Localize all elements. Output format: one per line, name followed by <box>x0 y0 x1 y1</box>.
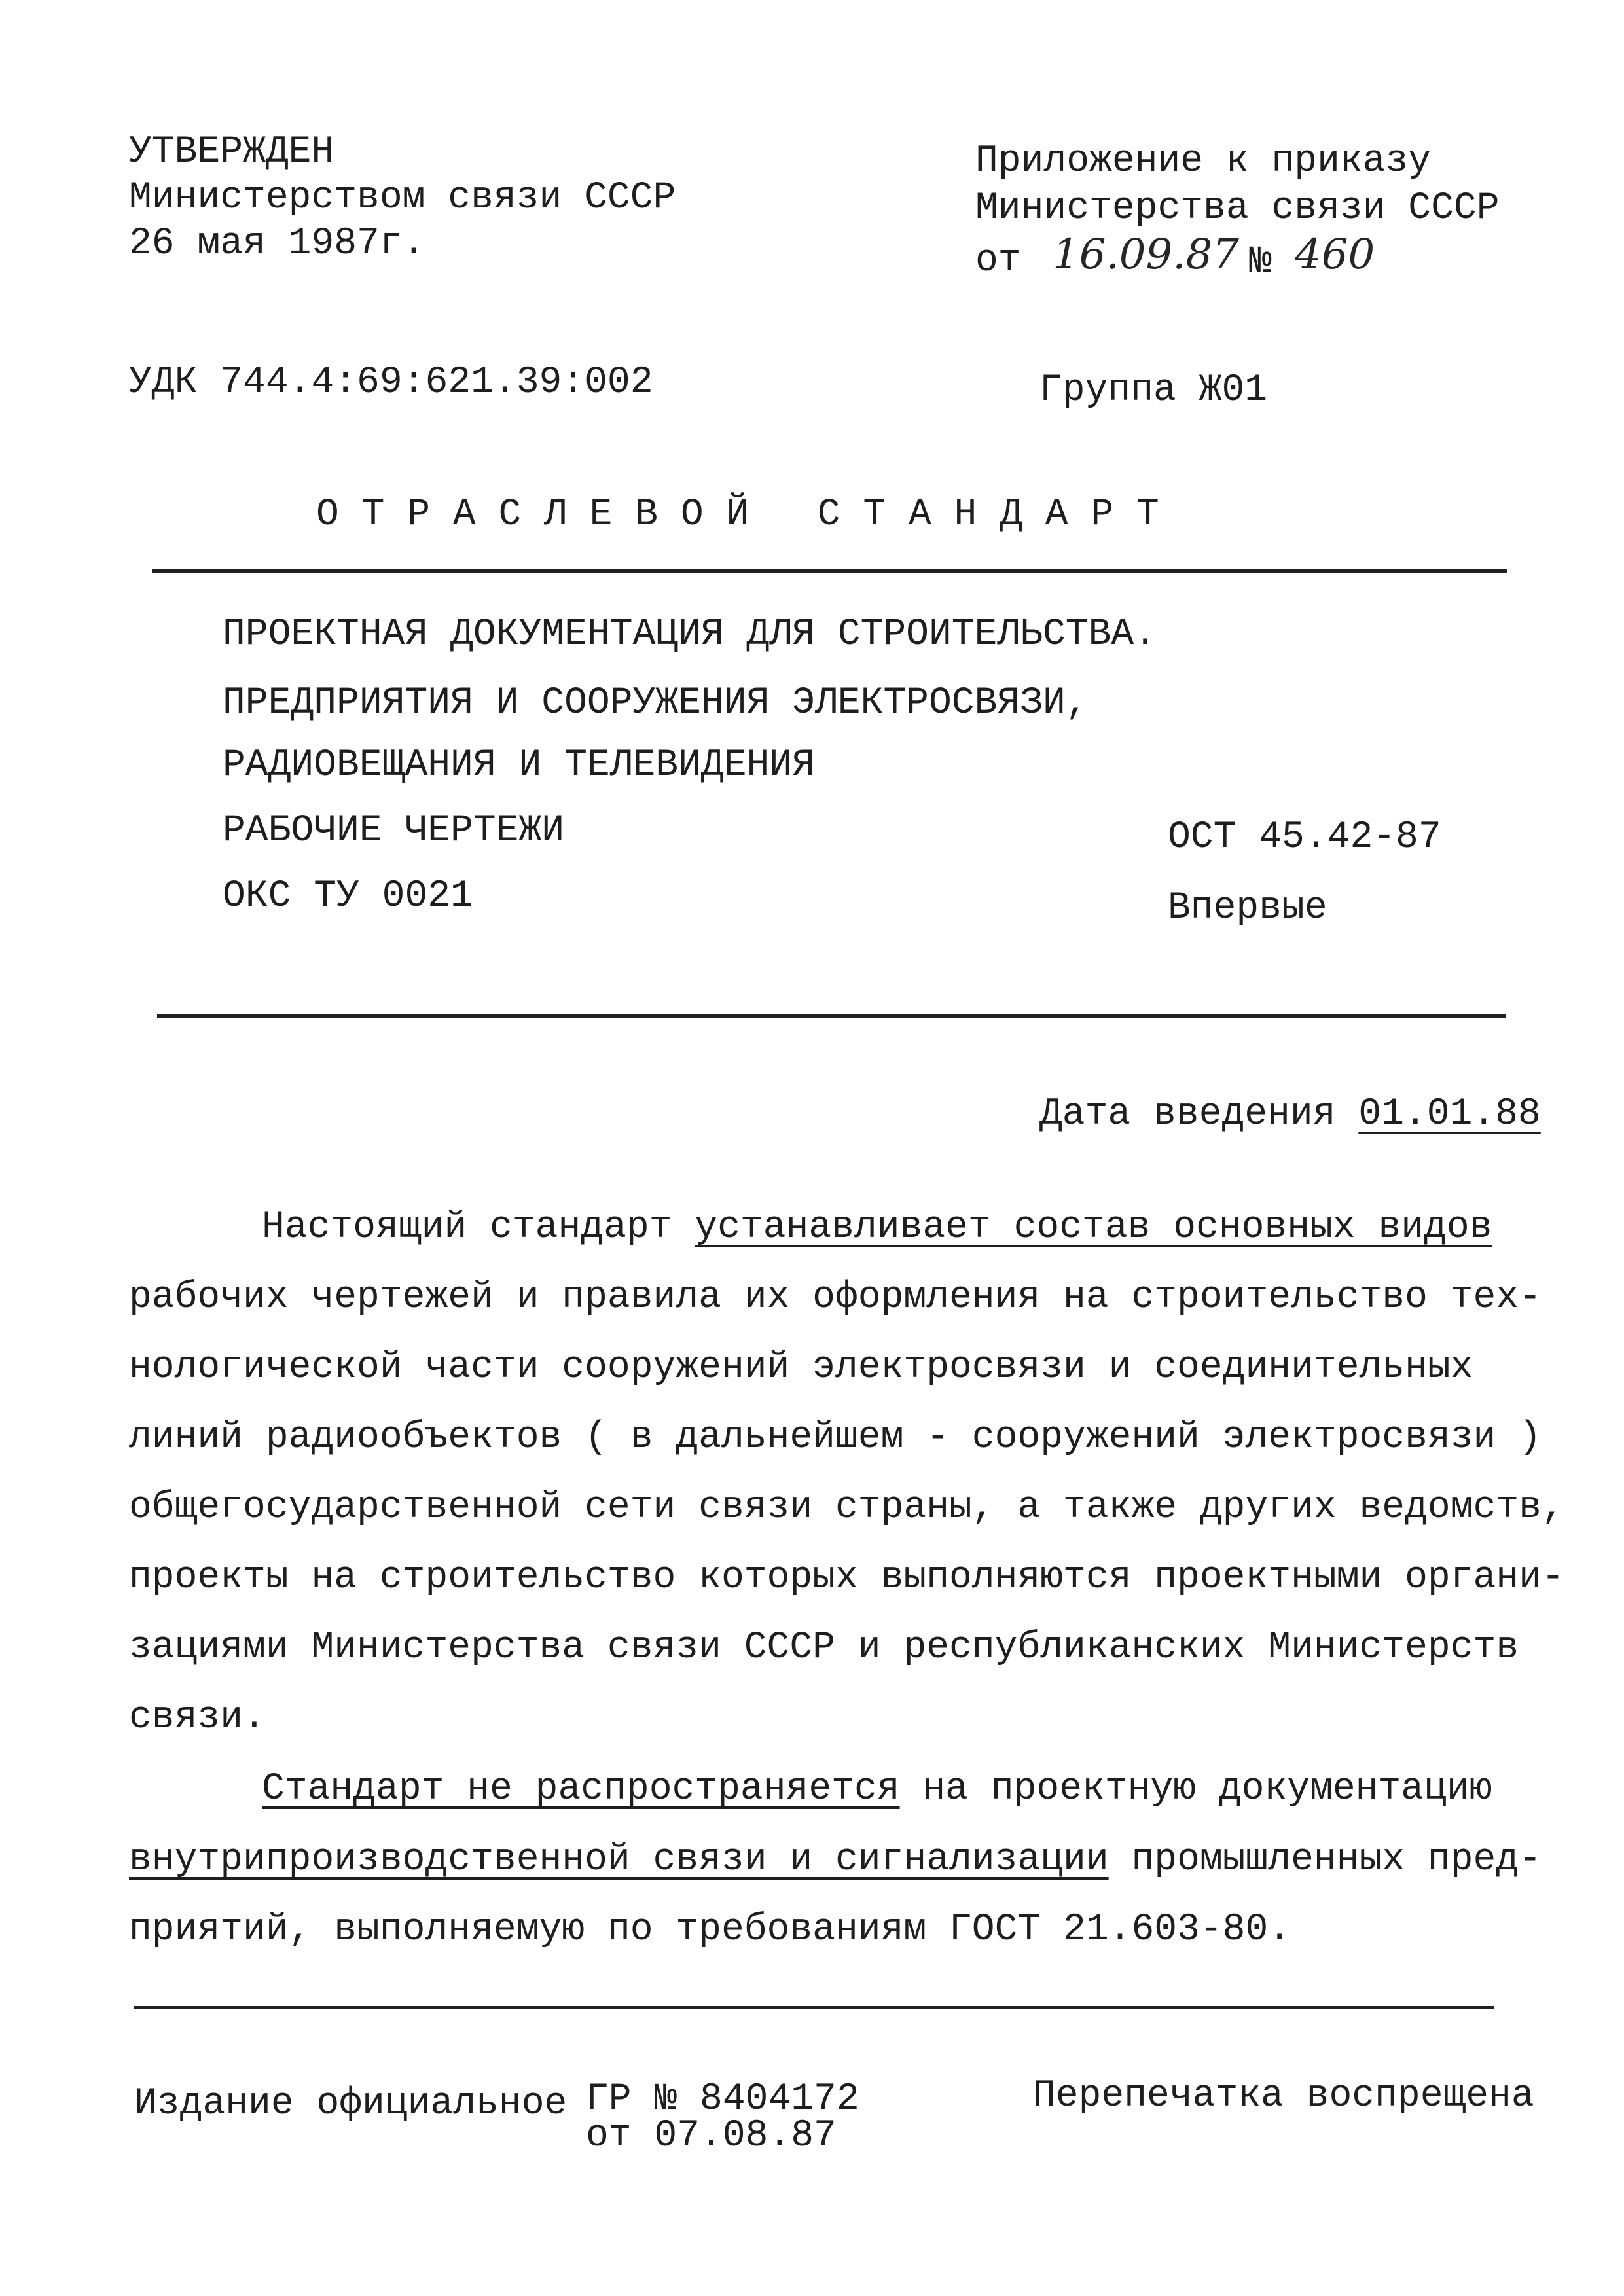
paragraph2-line-1-underlined: Стандарт не распространяется <box>262 1768 900 1810</box>
doc-title-line-3: РАДИОВЕЩАНИЯ И ТЕЛЕВИДЕНИЯ <box>223 744 815 787</box>
reprint-notice: Перепечатка воспрещена <box>1033 2075 1534 2117</box>
paragraph1-line-2: рабочих чертежей и правила их оформления на строительство тех- <box>129 1276 1542 1319</box>
gr-registration <box>586 2078 859 2157</box>
approval-line-2: Министерством связи СССР <box>129 177 676 219</box>
paragraph1-line-8: связи. <box>129 1696 266 1739</box>
paragraph1-line-1-underlined: устанавливает состав основных видов <box>695 1206 1492 1249</box>
gr-line-1: ГР № 8404172 <box>586 2078 859 2121</box>
intro-date <box>1039 1092 1541 1138</box>
order-number-handwritten: 460 <box>1295 230 1375 279</box>
doc-title-line-4: РАБОЧИЕ ЧЕРТЕЖИ <box>223 810 565 852</box>
paragraph1-line-6: проекты на строительство которых выполняются проектными органи- <box>129 1556 1564 1599</box>
doc-title-line-1: ПРОЕКТНАЯ ДОКУМЕНТАЦИЯ ДЛЯ СТРОИТЕЛЬСТВА. <box>223 613 1157 656</box>
doc-title-line-2: ПРЕДПРИЯТИЯ И СООРУЖЕНИЯ ЭЛЕКТРОСВЯЗИ, <box>223 682 1089 725</box>
intro-date-value: 01.01.88 <box>1358 1093 1541 1136</box>
paragraph2-line-3: приятий, выполняемую по требованиям ГОСТ 21.603-80. <box>129 1909 1291 1951</box>
top-rule <box>152 569 1507 573</box>
middle-rule <box>157 1014 1506 1018</box>
appendix-from-label: от <box>975 240 1021 282</box>
paragraph2-line-2-underlined: внутрипроизводственной связи и сигнализации <box>129 1839 1109 1881</box>
udk-code: УДК 744.4:69:621.39:002 <box>129 361 653 404</box>
ost-code: ОСТ 45.42-87 <box>1168 816 1441 859</box>
appendix-line-2: Министерства связи СССР <box>975 187 1500 230</box>
appendix-line-1: Приложение к приказу <box>975 140 1432 183</box>
paragraph1-line-4: линий радиообъектов ( в дальнейшем - сооружений электросвязи ) <box>129 1416 1542 1459</box>
edition-label: Издание официальное <box>134 2083 568 2125</box>
group-code: Группа Ж01 <box>1039 369 1268 412</box>
paragraph2-line-1 <box>262 1754 1492 1824</box>
paragraph1-line-1 <box>262 1193 1492 1263</box>
paragraph1-line-7: зациями Министерства связи СССР и республиканских Министерств <box>129 1626 1519 1669</box>
approval-line-1: УТВЕРЖДЕН <box>129 131 334 173</box>
paragraph2-line-2 <box>129 1825 1542 1895</box>
bottom-rule <box>134 2006 1494 2009</box>
paragraph2-line-1-end: на проектную документацию <box>899 1768 1492 1810</box>
standard-title: О Т Р А С Л Е В О Й С Т А Н Д А Р Т <box>316 493 1159 536</box>
number-sign: № <box>1249 241 1272 283</box>
gr-line-2: от 07.08.87 <box>586 2115 837 2157</box>
paragraph1-line-1-start: Настоящий стандарт <box>262 1206 695 1249</box>
paragraph1-line-5: общегосударственной сети связи страны, а также других ведомств, <box>129 1486 1564 1529</box>
doc-title-line-5: ОКС ТУ 0021 <box>223 875 473 918</box>
paragraph2-line-2-end: промышленных пред- <box>1108 1839 1542 1881</box>
paragraph1-line-3: нологической части сооружений электросвязи и соединительных <box>129 1346 1473 1389</box>
approval-line-3: 26 мая 1987г. <box>129 223 425 265</box>
order-date-handwritten: 16.09.87 <box>1053 230 1239 279</box>
intro-date-label: Дата введения <box>1039 1093 1336 1136</box>
first-time-label: Впервые <box>1168 887 1327 929</box>
